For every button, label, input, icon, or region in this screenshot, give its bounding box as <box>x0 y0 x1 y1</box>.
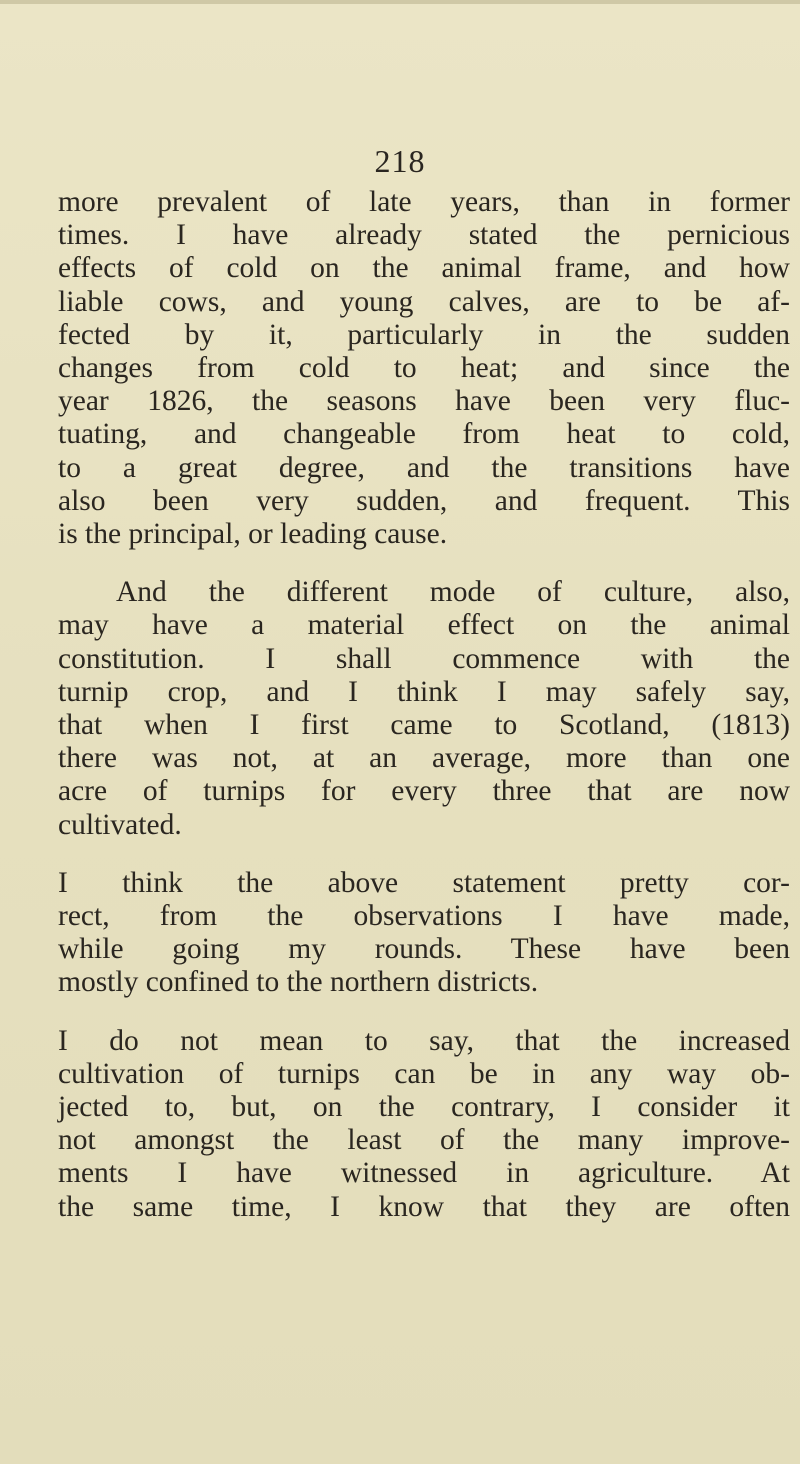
text-line: also been very sudden, and frequent. This <box>58 484 790 517</box>
text-line: while going my rounds. These have been <box>58 933 790 966</box>
text-line: fected by it, particularly in the sudden <box>58 318 790 351</box>
text-line: And the different mode of culture, also, <box>116 576 790 609</box>
text-line: mostly confined to the northern districts. <box>58 966 539 999</box>
text-line: to a great degree, and the transitions have <box>58 451 790 484</box>
text-line: year 1826, the seasons have been very fluc- <box>58 385 790 418</box>
text-line: ments I have witnessed in agriculture. At <box>58 1157 790 1190</box>
text-line: times. I have already stated the pernicious <box>58 219 790 252</box>
text-line: may have a material effect on the animal <box>58 609 790 642</box>
text-line: there was not, at an average, more than one <box>58 742 790 775</box>
text-line: that when I first came to Scotland, (1813) <box>58 709 790 742</box>
text-line: I think the above statement pretty cor- <box>58 866 790 899</box>
text-line: rect, from the observations I have made, <box>58 900 790 933</box>
paragraph-2 <box>58 576 790 842</box>
text-line: tuating, and changeable from heat to cold, <box>58 418 790 451</box>
text-line: constitution. I shall commence with the <box>58 642 790 675</box>
text-line: is the principal, or leading cause. <box>58 518 448 551</box>
text-line: not amongst the least of the many improve- <box>58 1124 790 1157</box>
text-line: changes from cold to heat; and since the <box>58 352 790 385</box>
text-line: the same time, I know that they are often <box>58 1190 790 1223</box>
text-line: jected to, but, on the contrary, I consider it <box>58 1091 790 1124</box>
page-number: 218 <box>374 143 426 179</box>
text-line: liable cows, and young calves, are to be af- <box>58 285 790 318</box>
paragraph-4 <box>58 1025 790 1224</box>
text-line: I do not mean to say, that the increased <box>58 1024 790 1057</box>
page-text-body <box>58 186 790 1224</box>
text-line: cultivation of turnips can be in any way ob- <box>58 1057 790 1090</box>
text-line: cultivated. <box>58 808 182 841</box>
text-line: acre of turnips for every three that are now <box>58 775 790 808</box>
paragraph-3 <box>58 867 790 1000</box>
text-line: more prevalent of late years, than in former <box>58 186 790 218</box>
paragraph-1 <box>58 186 790 551</box>
text-line: turnip crop, and I think I may safely say, <box>58 675 790 708</box>
page-top-edge <box>0 0 800 4</box>
text-line: effects of cold on the animal frame, and how <box>58 252 790 285</box>
